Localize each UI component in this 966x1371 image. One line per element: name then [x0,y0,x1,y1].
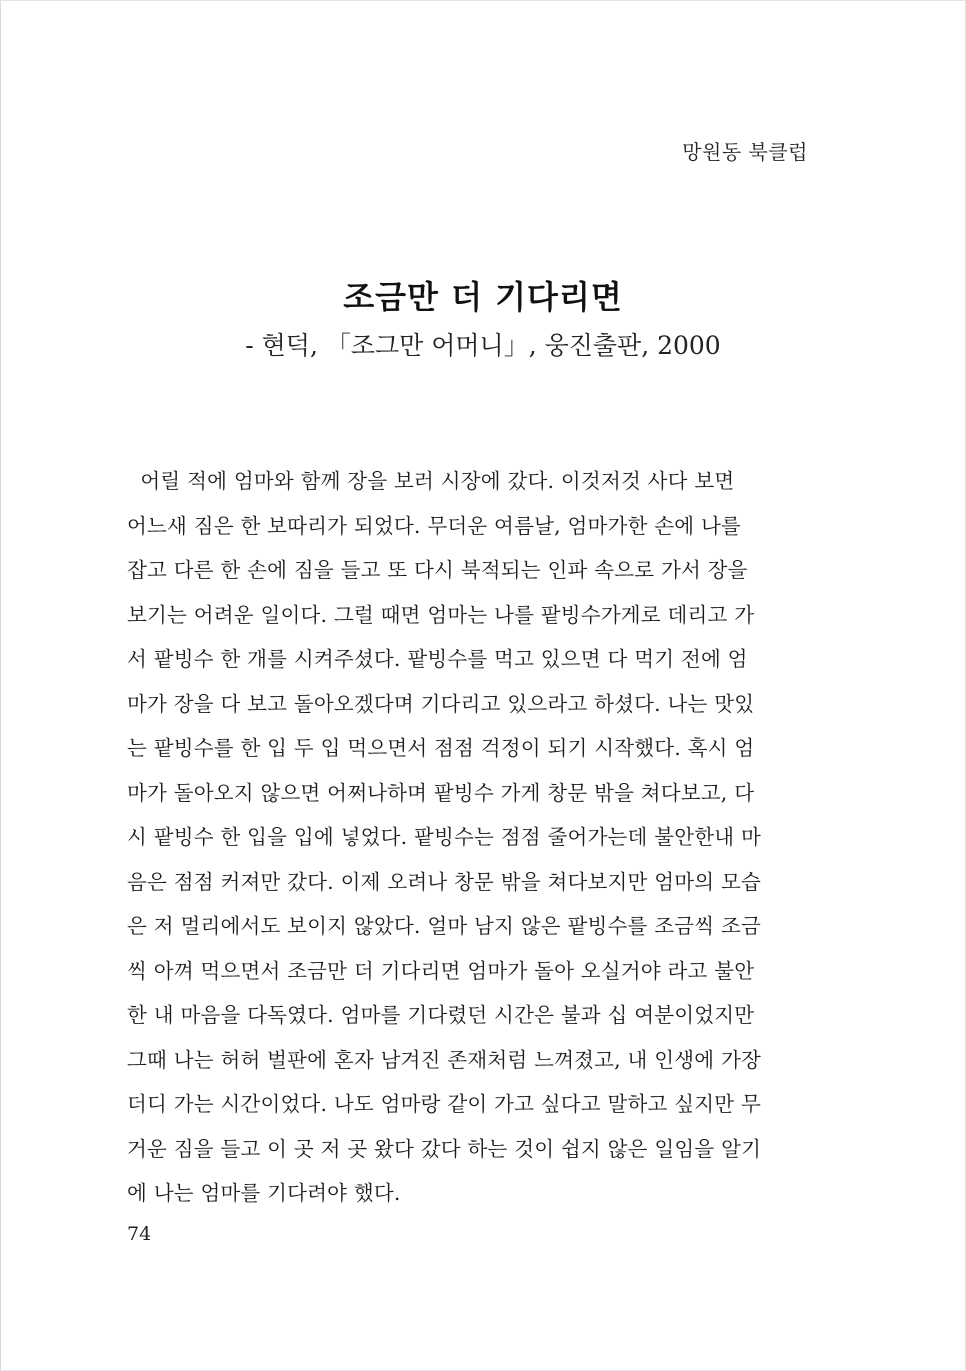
text-line: 음은 점점 커져만 갔다. 이제 오려나 창문 밖을 쳐다보지만 엄마의 모습 [127,869,761,894]
page-number: 74 [127,1223,152,1245]
text-line: 시 팥빙수 한 입을 입에 넣었다. 팥빙수는 점점 줄어가는데 불안한내 마 [127,825,761,849]
text-line: 씩 아껴 먹으면서 조금만 더 기다리면 엄마가 돌아 오실거야 라고 불안 [127,958,755,983]
text-line: 는 팥빙수를 한 입 두 입 먹으면서 점점 걱정이 되기 시작했다. 혹시 엄 [127,736,755,760]
text-line: 서 팥빙수 한 개를 시켜주셨다. 팥빙수를 먹고 있으면 다 먹기 전에 엄 [127,647,748,671]
text-line: 은 저 멀리에서도 보이지 않았다. 얼마 남지 않은 팥빙수를 조금씩 조금 [127,914,761,938]
source-citation: - 현덕, 「조그만 어머니」, 웅진출판, 2000 [245,331,721,360]
text-line: 더디 가는 시간이었다. 나도 엄마랑 같이 가고 싶다고 말하고 싶지만 무 [127,1092,761,1116]
chapter-title: 조금만 더 기다리면 [343,278,623,316]
text-line: 어느새 짐은 한 보따리가 되었다. 무더운 여름날, 엄마가한 손에 나를 [127,513,741,538]
text-line: 그때 나는 허허 벌판에 혼자 남겨진 존재처럼 느껴졌고, 내 인생에 가장 [127,1047,761,1072]
text-line: 어릴 적에 엄마와 함께 장을 보러 시장에 갔다. 이것저것 사다 보면 [127,469,735,493]
text-line: 에 나는 엄마를 기다려야 했다. [127,1181,401,1205]
text-line: 보기는 어려운 일이다. 그럴 때면 엄마는 나를 팥빙수가게로 데리고 가 [127,602,755,627]
text-line: 마가 장을 다 보고 돌아오겠다며 기다리고 있으라고 하셨다. 나는 맛있 [127,691,755,716]
body-paragraph [127,459,807,1216]
text-line: 마가 돌아오지 않으면 어쩌나하며 팥빙수 가게 창문 밖을 쳐다보고, 다 [127,780,755,805]
text-line: 거운 짐을 들고 이 곳 저 곳 왔다 갔다 하는 것이 쉽지 않은 일임을 알기 [127,1136,762,1161]
text-line: 한 내 마음을 다독였다. 엄마를 기다렸던 시간은 불과 십 여분이었지만 [127,1003,755,1027]
running-head: 망원동 북클럽 [682,140,808,164]
text-line: 잡고 다른 한 손에 짐을 들고 또 다시 북적되는 인파 속으로 가서 장을 [127,558,748,582]
